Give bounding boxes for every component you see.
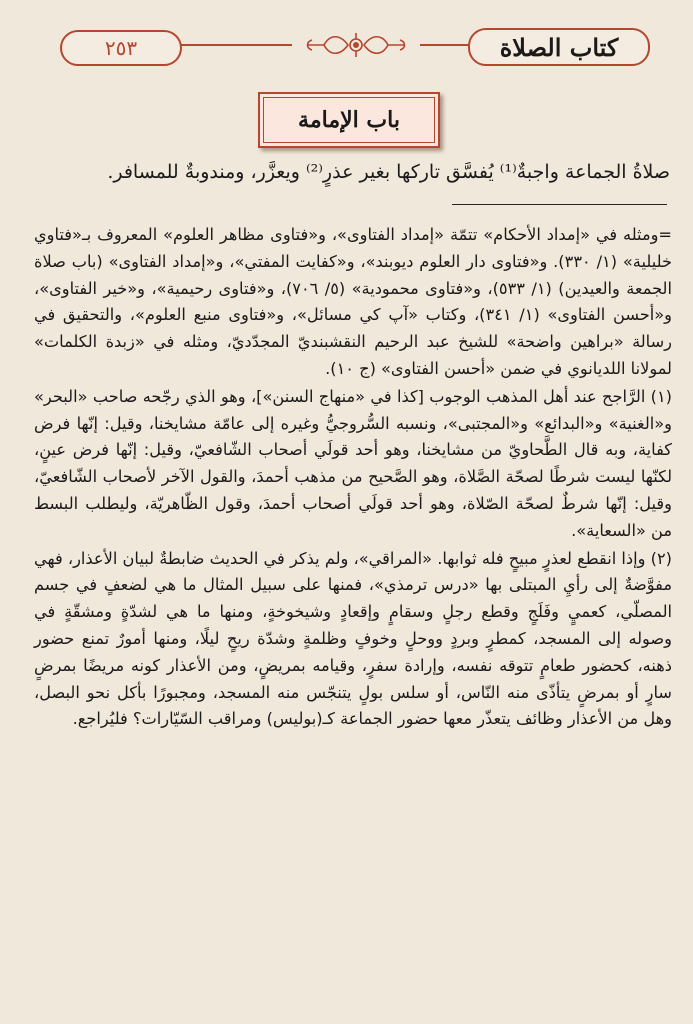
footnote-2: (٢) وإذا انقطع لعذرٍ مبيحٍ فله ثوابها. «المراقي»، ولم يذكر في الحديث ضابطةٌ لبيان الأعذار، فهي مفوَّضةٌ إلى رأيِ المبتلى بها «درس ترمذي»، فمنها على سبيل المثال ما هي لضعفٍ في جسم المصلّي، كعميٍ وفَلَجٍ وقطع رجلٍ وسقامٍ وإقعادٍ وشيخوخةٍ، ومنها ما هي لشدّةٍ ومشقّةٍ في وصوله إلى المسجد، كمطرٍ وبردٍ ووحلٍ وخوفٍ وظلمةٍ وشدّة ريحٍ ليلًا، ومنها أمورٌ تمنع حضور ذهنه، كحضور طعامٍ تتوقه نفسه، وإرادة سفرٍ، وقيامه بمريضٍ، ومن الأعذار كونه مريضًا بمرضٍ سارٍ أو بمرضٍ يتأذّى منه النّاس، أو سلس بولٍ يتنجّس منه المسجد، ومجبورًا بأكل نحو البصل، وهل من الأعذار وظائف يتعذّر معها حضور الجماعة كـ(بوليس) ومراقب السّيّارات؟ فليُراجع. — [34, 548, 672, 729]
footnotes — [34, 222, 672, 733]
footnote-separator — [452, 204, 667, 205]
floral-ornament-icon — [296, 30, 416, 60]
chapter-title-frame — [258, 92, 440, 148]
footnote-1: (١) الرَّاجح عند أهل المذهب الوجوب [كذا في «منهاج السنن»]، وهو الذي رجّحه صاحب «البحر» و«الغنية» و«البدائع» و«المجتبى»، ونسبه السُّروجيُّ وغيره إلى عامّة مشايخنا، وقيل: إنّها فرض كفاية، وبه قال الطَّحاويّ من مشايخنا، وهو أحد قولَي أصحاب الشّافعيّ، وقيل: إنّها فرض عينٍ، لكنّها ليست شرطًا لصحّة الصَّلاة، وهو الصَّحيح من مذهب أحمدَ، والقول الآخر لأصحاب الشّافعيّ، وقيل: إنّها شرطٌ لصحّة الصّلاة، وهو أحد قولَي أصحاب أحمدَ، وقول الظّاهريّة، وليطلب البسط من «السعاية». — [34, 386, 672, 540]
footnote-continuation: =ومثله في «إمداد الأحكام» تتمّة «إمداد الفتاوى»، و«فتاوى مظاهر العلوم» المعروف بـ«فتاوي خليلية» (١/ ٣٣٠). و«فتاوى دار العلوم ديوبند»، و«كفايت المفتي»، و«إمداد الفتاوى» (باب صلاة الجمعة والعيدين) (١/ ٥٣٣)، و«فتاوى محمودية» (٥/ ٧٠٦)، و«فتاوى رحيمية»، و«خير الفتاوى»، و«أحسن الفتاوى» (١/ ٣٤١)، وكتاب «آپ كي مسائل»، و«فتاوى منبع العلوم»، والتحقيق في رسالة «براهين واضحة» للشيخ عبد الرحيم النقشبنديّ المجدّديّ، ومثله في «زبدة الكلمات» لمولانا اللديانوي في ضمن «أحسن الفتاوى» (ج ١٠). — [34, 225, 672, 378]
main-text — [34, 156, 670, 188]
book-title: كتاب الصلاة — [468, 28, 650, 66]
header-rule — [180, 44, 292, 46]
page-header — [60, 22, 650, 68]
main-ruling-text: صلاةُ الجماعة واجبةٌ⁽¹⁾ يُفسَّق تاركها بغير عذرٍ⁽²⁾ ويعزَّر، ومندوبةٌ للمسافر. — [107, 161, 670, 183]
chapter-title: باب الإمامة — [298, 107, 400, 133]
page-number: ٢٥٣ — [60, 30, 182, 66]
